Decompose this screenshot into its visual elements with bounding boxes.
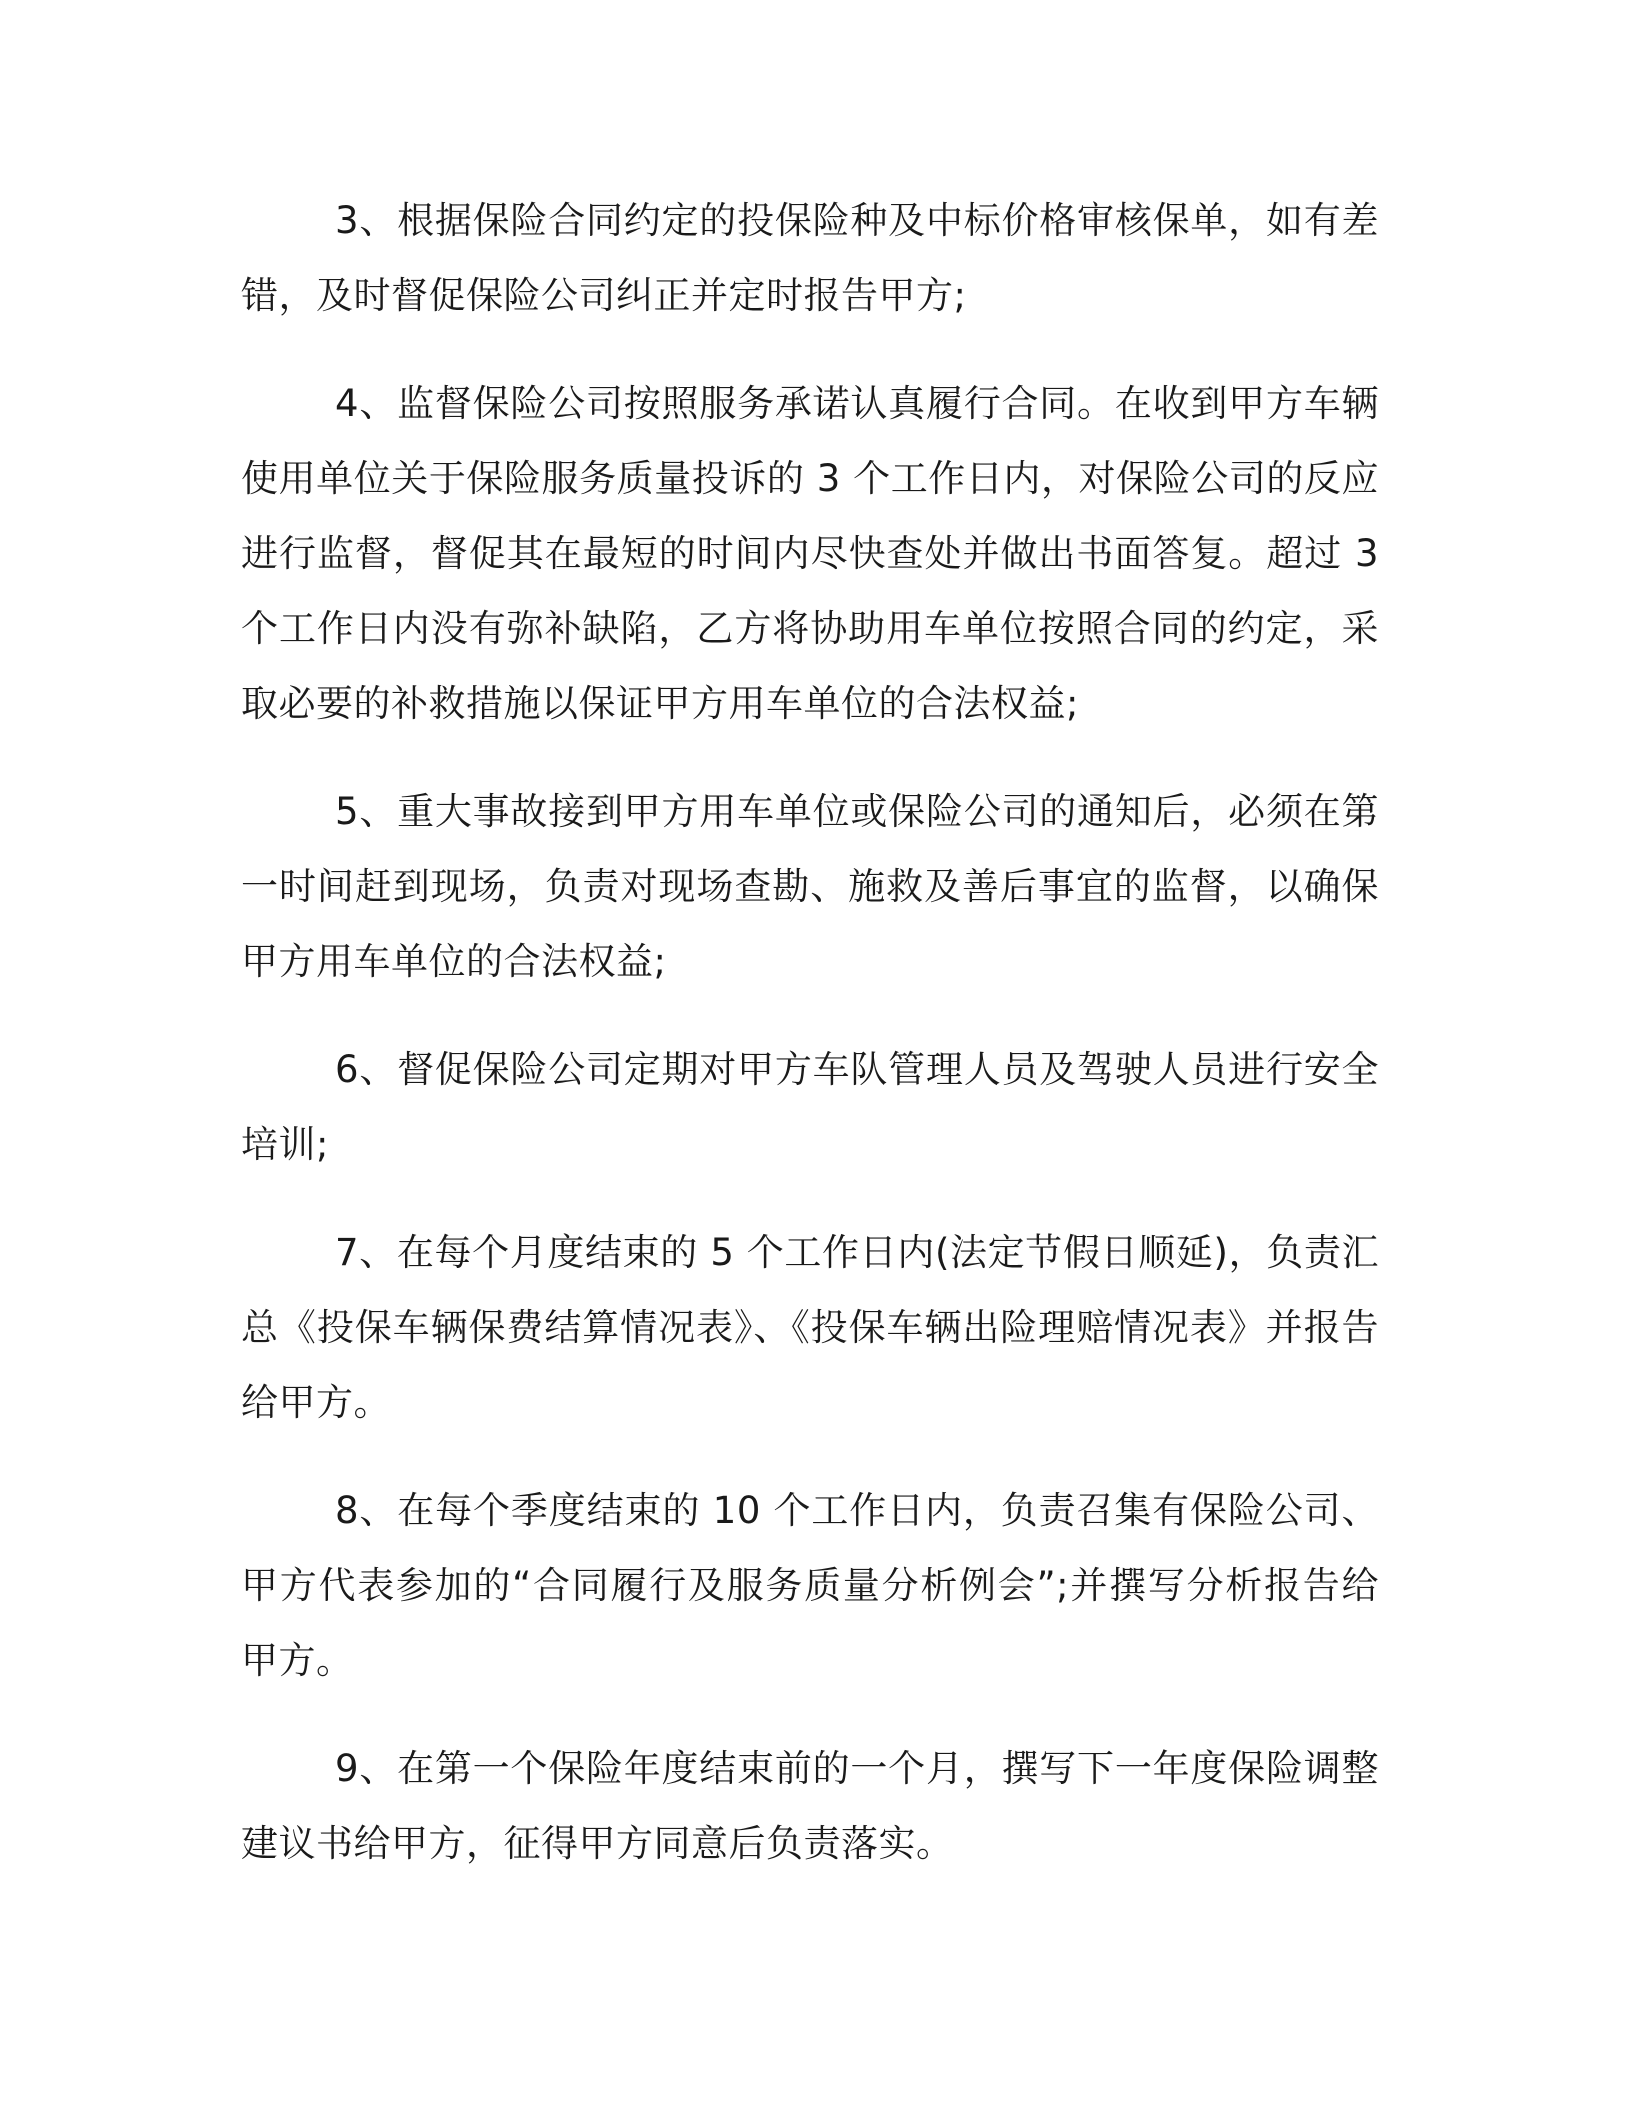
clause-3: 3、根据保险合同约定的投保险种及中标价格审核保单，如有差错，及时督促保险公司纠正并定时报告甲方; bbox=[241, 199, 1379, 317]
clause-4: 4、监督保险公司按照服务承诺认真履行合同。在收到甲方车辆使用单位关于保险服务质量投诉的 3 个工作日内，对保险公司的反应进行监督，督促其在最短的时间内尽快查处并做出书面答复。超过 3 个工作日内没有弥补缺陷，乙方将协助用车单位按照合同的约定，采取必要的补救措施以保证甲方用车单位的合法权益; bbox=[241, 382, 1379, 725]
clause-9: 9、在第一个保险年度结束前的一个月，撰写下一年度保险调整建议书给甲方，征得甲方同意后负责落实。 bbox=[241, 1747, 1379, 1865]
document-body bbox=[241, 183, 1379, 1881]
clause-8: 8、在每个季度结束的 10 个工作日内，负责召集有保险公司、甲方代表参加的“合同履行及服务质量分析例会”;并撰写分析报告给甲方。 bbox=[241, 1489, 1379, 1682]
clause-7: 7、在每个月度结束的 5 个工作日内(法定节假日顺延)，负责汇总《投保车辆保费结算情况表》、《投保车辆出险理赔情况表》并报告给甲方。 bbox=[241, 1231, 1379, 1424]
clause-5: 5、重大事故接到甲方用车单位或保险公司的通知后，必须在第一时间赶到现场，负责对现场查勘、施救及善后事宜的监督，以确保甲方用车单位的合法权益; bbox=[241, 790, 1379, 983]
clause-6: 6、督促保险公司定期对甲方车队管理人员及驾驶人员进行安全培训; bbox=[241, 1048, 1379, 1166]
